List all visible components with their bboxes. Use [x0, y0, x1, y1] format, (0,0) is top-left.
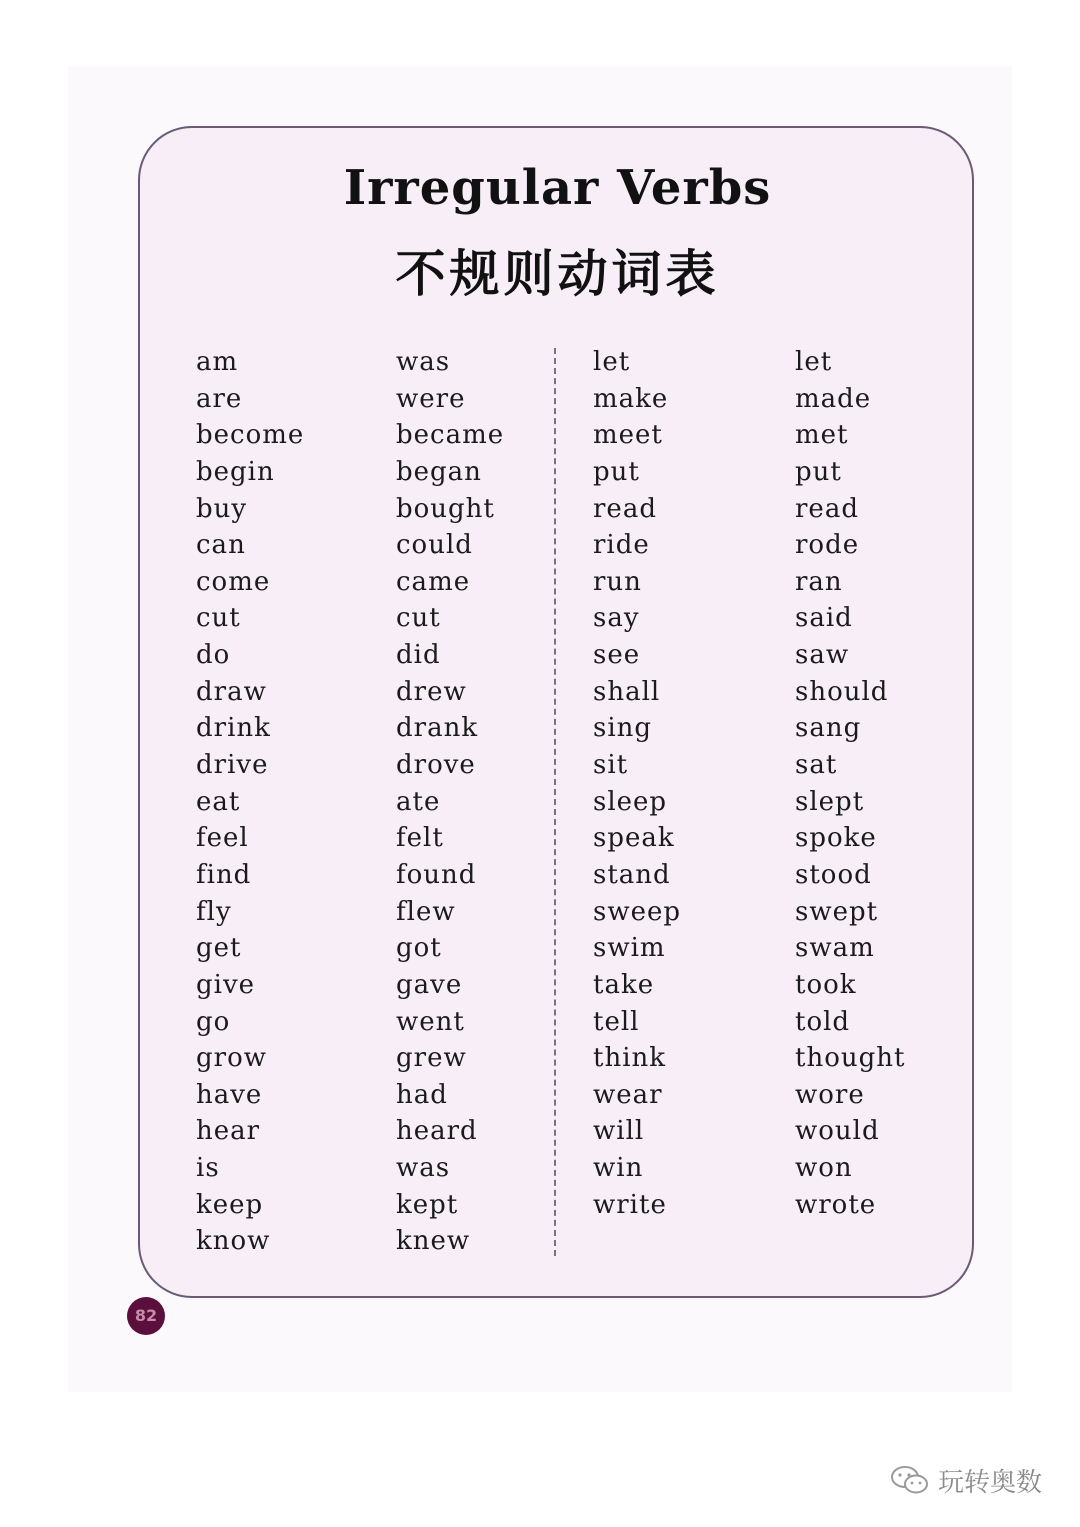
verb-past: drew — [396, 676, 467, 707]
verb-base: tell — [593, 1006, 640, 1037]
verb-past: should — [795, 676, 889, 707]
verb-past: spoke — [795, 823, 877, 854]
verb-base: draw — [196, 676, 267, 707]
verb-past: were — [396, 383, 466, 414]
page-title: Irregular Verbs — [343, 160, 772, 216]
verb-past: had — [396, 1079, 448, 1110]
verb-base: shall — [593, 676, 661, 707]
verb-base: cut — [196, 603, 241, 634]
verb-base: think — [593, 1043, 667, 1074]
verb-base: say — [593, 603, 640, 634]
verb-base: give — [196, 969, 256, 1000]
verb-base: put — [593, 456, 640, 487]
verb-past: told — [795, 1006, 851, 1037]
verb-past: flew — [396, 896, 456, 927]
verb-past: began — [396, 456, 482, 487]
verb-base: go — [196, 1006, 231, 1037]
left-base-column — [196, 344, 304, 1260]
verb-past: drank — [396, 713, 479, 744]
verb-past: could — [396, 530, 473, 561]
verb-base: is — [196, 1153, 220, 1184]
right-past-column — [795, 344, 905, 1223]
watermark-text: 玩转奥数 — [938, 1467, 1043, 1498]
verb-base: sweep — [593, 896, 682, 927]
column-divider — [554, 348, 556, 1256]
verb-base: take — [593, 969, 655, 1000]
verb-past: sang — [795, 713, 862, 744]
verb-past: met — [795, 420, 849, 451]
verb-past: was — [396, 1153, 451, 1184]
verb-past: wore — [795, 1079, 865, 1110]
verb-base: grow — [196, 1043, 267, 1074]
verb-base: drink — [196, 713, 271, 744]
verb-past: cut — [396, 603, 441, 634]
verb-base: run — [593, 566, 642, 597]
verb-past: stood — [795, 859, 872, 890]
verb-past: heard — [396, 1116, 478, 1147]
verb-past: slept — [795, 786, 865, 817]
verb-base: let — [593, 347, 631, 377]
verb-past: became — [396, 420, 505, 451]
verb-past: grew — [396, 1043, 467, 1074]
verb-past: made — [795, 383, 872, 414]
verb-past: ate — [396, 786, 441, 817]
verb-base: feel — [196, 823, 249, 854]
verb-past: did — [396, 640, 441, 671]
verb-past: read — [795, 493, 859, 524]
verb-base: write — [593, 1189, 667, 1220]
verb-past: ran — [795, 566, 843, 597]
verb-base: am — [196, 347, 239, 377]
verb-past: sat — [795, 750, 838, 781]
watermark — [890, 1460, 1060, 1500]
verb-past: felt — [396, 823, 444, 854]
verb-base: are — [196, 383, 243, 414]
verb-base: swim — [593, 933, 666, 964]
verb-past: took — [795, 969, 857, 1000]
verb-base: sleep — [593, 786, 668, 817]
verb-base: speak — [593, 823, 675, 854]
verb-base: meet — [593, 420, 663, 451]
verb-past: swam — [795, 933, 875, 964]
verb-base: win — [593, 1153, 644, 1184]
verb-base: hear — [196, 1116, 261, 1147]
verb-past: said — [795, 603, 853, 634]
verb-base: become — [196, 420, 305, 451]
verb-base: sit — [593, 750, 629, 781]
verb-base: will — [593, 1116, 645, 1147]
verb-past: drove — [396, 750, 476, 781]
verb-base: begin — [196, 456, 275, 487]
verb-base: fly — [196, 896, 232, 927]
page-subtitle: 不规则动词表 — [395, 245, 720, 303]
verb-past: thought — [795, 1043, 906, 1074]
verb-past: put — [795, 456, 842, 487]
verb-past: knew — [396, 1226, 471, 1257]
wechat-icon — [890, 1464, 930, 1496]
verb-past: gave — [396, 969, 463, 1000]
verb-past: kept — [396, 1189, 459, 1220]
verb-past: bought — [396, 493, 495, 524]
verb-past: got — [396, 933, 442, 964]
verb-base: have — [196, 1079, 263, 1110]
verb-base: read — [593, 493, 657, 524]
verb-base: find — [196, 859, 252, 890]
verb-base: ride — [593, 530, 650, 561]
verb-base: can — [196, 530, 246, 561]
right-base-column — [593, 344, 681, 1223]
verb-base: know — [196, 1226, 271, 1257]
verb-base: eat — [196, 786, 241, 817]
left-past-column — [396, 344, 504, 1260]
page-number-badge: 82 — [127, 1297, 165, 1335]
verb-base: see — [593, 640, 641, 671]
verb-base: come — [196, 566, 271, 597]
verb-base: stand — [593, 859, 671, 890]
verb-past: was — [396, 347, 451, 377]
verb-past: went — [396, 1006, 465, 1037]
verb-past: swept — [795, 896, 879, 927]
verb-base: sing — [593, 713, 653, 744]
verb-base: wear — [593, 1079, 663, 1110]
verb-past: would — [795, 1116, 880, 1147]
verb-past: won — [795, 1153, 853, 1184]
verb-past: wrote — [795, 1189, 877, 1220]
verb-past: found — [396, 859, 477, 890]
verb-past: rode — [795, 530, 860, 561]
verb-base: get — [196, 933, 242, 964]
verb-past: came — [396, 566, 471, 597]
verb-base: buy — [196, 493, 248, 524]
verb-past: saw — [795, 640, 850, 671]
verb-base: keep — [196, 1189, 264, 1220]
verb-base: drive — [196, 750, 269, 781]
verb-base: make — [593, 383, 669, 414]
verb-base: do — [196, 640, 231, 671]
verb-past: let — [795, 347, 833, 377]
